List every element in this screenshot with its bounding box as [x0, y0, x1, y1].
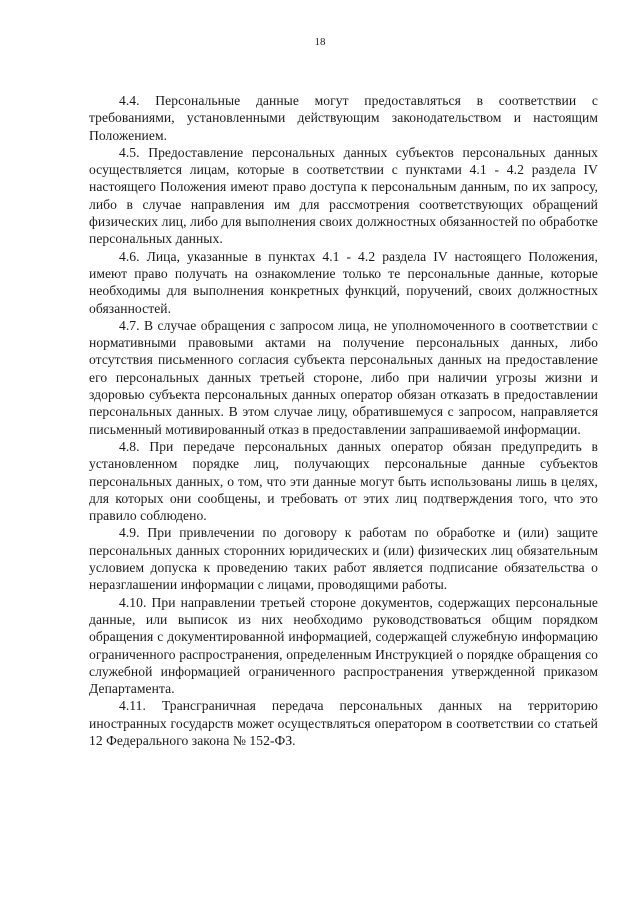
paragraph-4-5: 4.5. Предоставление персональных данных субъектов персональных данных осуществляется лицам, которые в соответствии с пунктами 4.1 - 4.2 раздела IV настоящего Положения имеют право доступа к персональным данным, по их запросу, либо в случае направления им для рассмотрения соответствующих обращений физических лиц, либо для выполнения своих должностных обязанностей по обработке персональных данных.: [89, 144, 598, 247]
page-number: 18: [314, 36, 326, 48]
document-body: [89, 92, 598, 749]
paragraph-4-6: 4.6. Лица, указанные в пунктах 4.1 - 4.2 раздела IV настоящего Положения, имеют право получать на ознакомление только те персональные данные, которые необходимы для выполнения конкретных функций, поручений, своих должностных обязанностей.: [89, 248, 598, 316]
paragraph-4-7: 4.7. В случае обращения с запросом лица, не уполномоченного в соответствии с нормативными правовыми актами на получение персональных данных, либо отсутствия письменного согласия субъекта персональных данных на предоставление его персональных данных третьей стороне, либо при наличии угрозы жизни и здоровью субъекта персональных данных оператор обязан отказать в предоставлении персональных данных. В этом случае лицу, обратившемуся с запросом, направляется письменный мотивированный отказ в предоставлении запрашиваемой информации.: [89, 317, 598, 437]
paragraph-4-11: 4.11. Трансграничная передача персональных данных на территорию иностранных государств может осуществляться оператором в соответствии со статьей 12 Федерального закона № 152-ФЗ.: [89, 698, 598, 748]
paragraph-4-10: 4.10. При направлении третьей стороне документов, содержащих персональные данные, или выписок из них необходимо руководствоваться общим порядком обращения с документированной информацией, содержащей служебную информацию ограниченного распространения, определенным Инструкцией о порядке обращения со служебной информацией ограниченного распространения утвержденной приказом Департамента.: [89, 594, 598, 697]
paragraph-4-4: 4.4. Персональные данные могут предоставляться в соответствии с требованиями, установленными действующим законодательством и настоящим Положением.: [89, 93, 598, 143]
paragraph-4-9: 4.9. При привлечении по договору к работам по обработке и (или) защите персональных данных сторонних юридических и (или) физических лиц обязательным условием допуска к проведению таких работ является подписание обязательства о неразглашении информации с лицами, проводящими работы.: [89, 525, 598, 593]
paragraph-4-8: 4.8. При передаче персональных данных оператор обязан предупредить в установленном порядке лиц, получающих персональные данные субъектов персональных данных, о том, что эти данные могут быть использованы лишь в целях, для которых они сообщены, и требовать от этих лиц подтверждения того, что это правило соблюдено.: [89, 438, 598, 524]
